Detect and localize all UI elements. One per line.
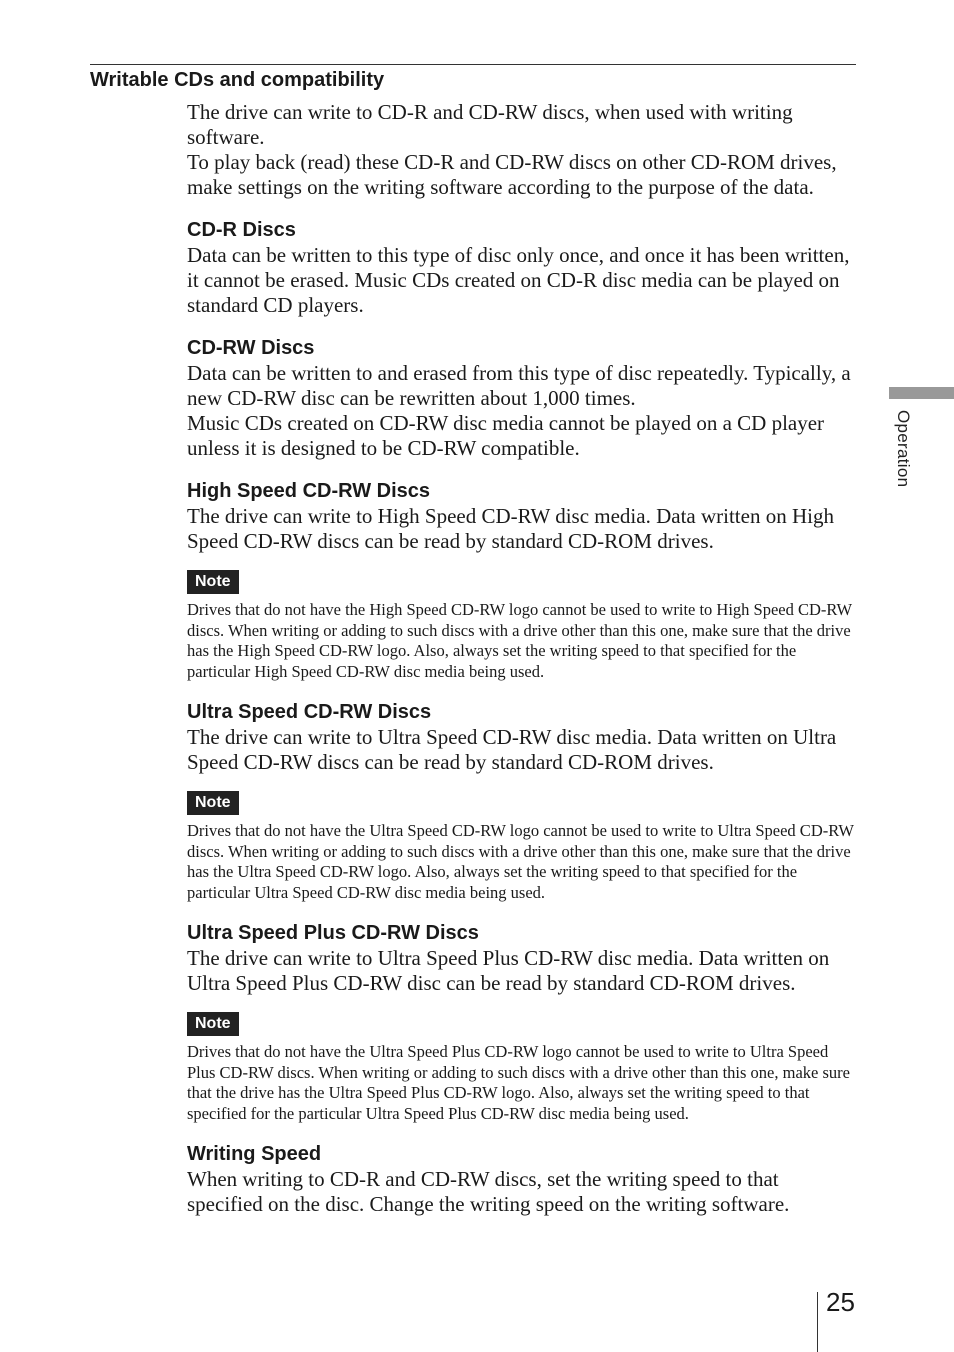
- ultra-speed-plus-heading: Ultra Speed Plus CD-RW Discs: [187, 922, 479, 944]
- intro-block: [187, 100, 855, 200]
- writing-speed-heading: Writing Speed: [187, 1143, 322, 1165]
- header-rule: [90, 64, 856, 65]
- ultra-speed-paragraph: The drive can write to Ultra Speed CD-RW disc media. Data written on Ultra Speed CD-RW discs can be read by standard CD-ROM drives.: [187, 725, 837, 774]
- side-tab-label: Operation: [894, 410, 913, 488]
- ultra-speed-note: Drives that do not have the Ultra Speed CD-RW logo cannot be used to write to Ultra Speed CD-RW discs. When writing or adding to such discs with a drive other than this one, make sure that the drive has the Ultra Speed CD-RW logo. Also, always set the writing speed to that specified for the particular Ultra Speed CD-RW disc media being used.: [187, 821, 854, 902]
- ultra-speed-plus-paragraph: The drive can write to Ultra Speed Plus CD-RW disc media. Data written on Ultra Speed Plus CD-RW disc can be read by standard CD-ROM drives.: [187, 946, 830, 995]
- cd-r-paragraph: Data can be written to this type of disc only once, and once it has been written, it cannot be erased. Music CDs created on CD-R disc media can be played on standard CD players.: [187, 243, 850, 317]
- intro-paragraph-2: To play back (read) these CD-R and CD-RW discs on other CD-ROM drives, make settings on the writing software according to the purpose of the data.: [187, 150, 837, 199]
- ultra-speed-plus-note: Drives that do not have the Ultra Speed Plus CD-RW logo cannot be used to write to Ultra Speed Plus CD-RW discs. When writing or adding to such discs with a drive other than this one, make sure that the drive has the Ultra Speed Plus CD-RW logo. Also, always set the writing speed to that specified for the particular Ultra Speed Plus CD-RW disc media being used.: [187, 1042, 850, 1123]
- note-badge: Note: [187, 791, 239, 815]
- intro-paragraph-1: The drive can write to CD-R and CD-RW discs, when used with writing software.: [187, 100, 793, 149]
- high-speed-section: [187, 478, 855, 682]
- note-badge: Note: [187, 1012, 239, 1036]
- writing-speed-section: [187, 1141, 855, 1217]
- cd-r-heading: CD-R Discs: [187, 219, 296, 241]
- ultra-speed-section: [187, 699, 855, 903]
- cd-rw-paragraph-1: Data can be written to and erased from this type of disc repeatedly. Typically, a new CD-RW disc can be rewritten about 1,000 times.: [187, 361, 851, 410]
- main-content: [187, 100, 855, 1217]
- page-number: 25: [826, 1287, 855, 1317]
- high-speed-note: Drives that do not have the High Speed CD-RW logo cannot be used to write to High Speed CD-RW discs. When writing or adding to such discs with a drive other than this one, make sure that the drive has the High Speed CD-RW logo. Also, always set the writing speed to that specified for the particular High Speed CD-RW disc media being used.: [187, 600, 852, 681]
- note-badge: Note: [187, 570, 239, 594]
- side-tab-marker: [889, 387, 954, 399]
- ultra-speed-heading: Ultra Speed CD-RW Discs: [187, 701, 432, 723]
- ultra-speed-plus-section: [187, 920, 855, 1124]
- cd-r-section: [187, 217, 855, 318]
- high-speed-heading: High Speed CD-RW Discs: [187, 480, 430, 502]
- cd-rw-heading: CD-RW Discs: [187, 337, 315, 359]
- cd-rw-paragraph-2: Music CDs created on CD-RW disc media cannot be played on a CD player unless it is designed to be CD-RW compatible.: [187, 411, 825, 460]
- cd-rw-section: [187, 335, 855, 461]
- section-title: Writable CDs and compatibility: [90, 69, 385, 91]
- high-speed-paragraph: The drive can write to High Speed CD-RW disc media. Data written on High Speed CD-RW discs can be read by standard CD-ROM drives.: [187, 504, 834, 553]
- writing-speed-paragraph: When writing to CD-R and CD-RW discs, set the writing speed to that specified on the disc. Change the writing speed on the writing software.: [187, 1167, 790, 1216]
- page-number-rule: [817, 1292, 818, 1352]
